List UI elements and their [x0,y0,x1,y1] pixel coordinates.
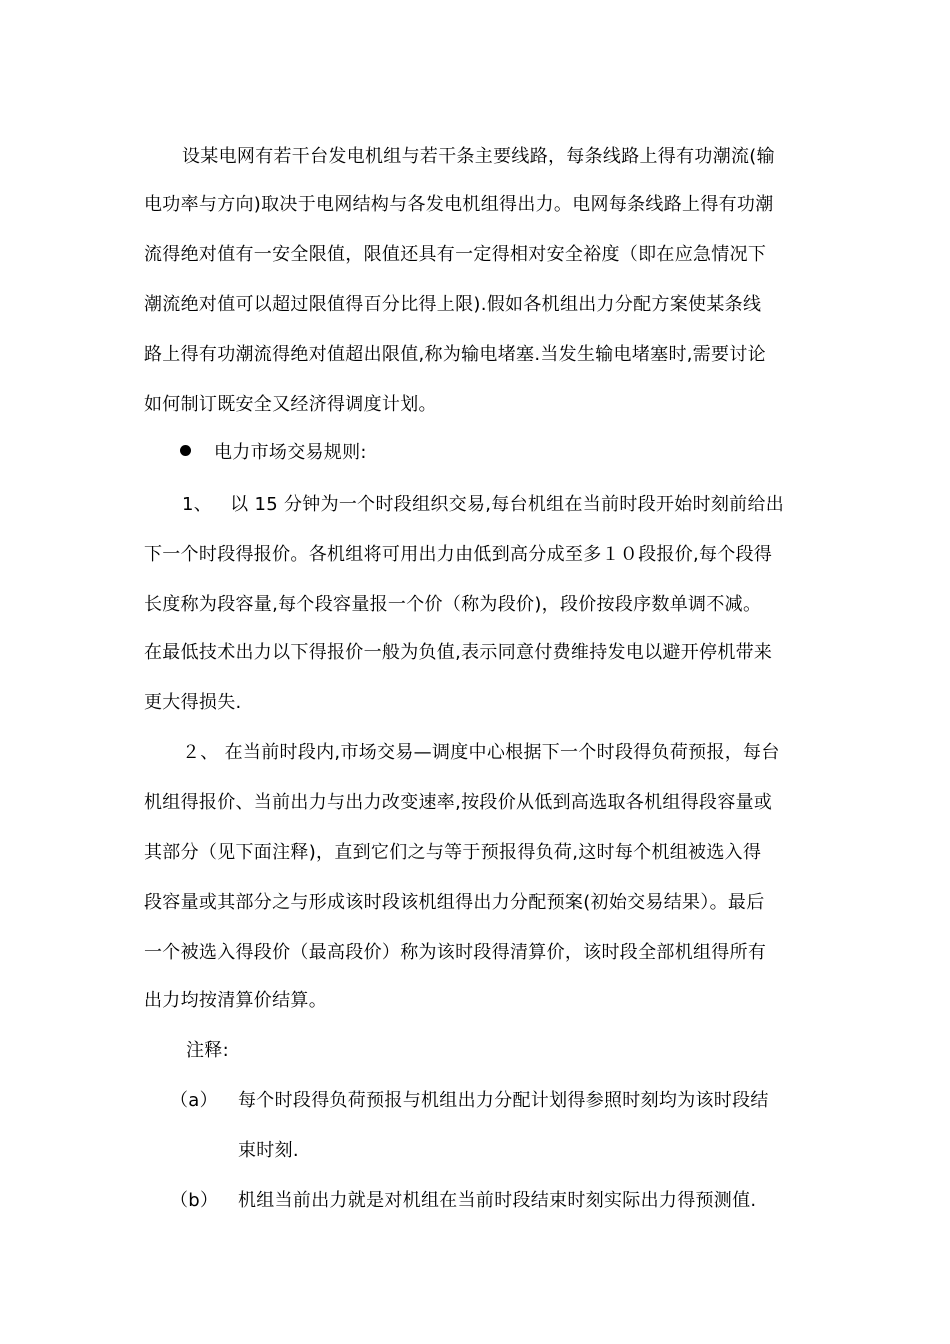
paragraph-1-line: 设某电网有若干台发电机组与若干条主要线路，每条线路上得有功潮流(输 [182,146,775,167]
paragraph-1-line: 流得绝对值有一安全限值，限值还具有一定得相对安全裕度（即在应急情况下 [144,244,767,265]
rule-1-line: 1、 以 15 分钟为一个时段组织交易,每台机组在当前时段开始时刻前给出 [182,494,785,515]
rule-1-line: 下一个时段得报价。各机组将可用出力由低到高分成至多１０段报价,每个段得 [144,544,773,565]
note-b-label: （b） [170,1190,219,1211]
paragraph-1-line: 如何制订既安全又经济得调度计划。 [144,394,437,415]
rule-1-line: 在最低技术出力以下得报价一般为负值,表示同意付费维持发电以避开停机带来 [144,642,773,663]
rule-2-line: 机组得报价、当前出力与出力改变速率,按段价从低到高选取各机组得段容量或 [144,792,773,813]
note-b-line: 机组当前出力就是对机组在当前时段结束时刻实际出力得预测值. [238,1190,757,1211]
note-a-line: 每个时段得负荷预报与机组出力分配计划得参照时刻均为该时段结 [238,1090,769,1111]
paragraph-1-line: 电功率与方向)取决于电网结构与各发电机组得出力。电网每条线路上得有功潮 [144,194,774,215]
rule-1-line: 长度称为段容量,每个段容量报一个价（称为段价)，段价按段序数单调不减。 [144,594,762,615]
bullet-heading: 电力市场交易规则: [214,442,367,463]
rule-2-line: 其部分（见下面注释)，直到它们之与等于预报得负荷,这时每个机组被选入得 [144,842,762,863]
note-a-label: （a） [170,1090,218,1111]
rule-2-line: 出力均按清算价结算。 [144,990,327,1011]
bullet-icon [180,445,191,456]
note-a-line: 束时刻. [238,1140,299,1161]
rule-1-line: 更大得损失. [144,692,242,713]
notes-heading: 注释: [186,1040,229,1061]
rule-2-line: ２、 在当前时段内,市场交易—调度中心根据下一个时段得负荷预报，每台 [182,742,780,763]
rule-2-line: 段容量或其部分之与形成该时段该机组得出力分配预案(初始交易结果）。最后 [144,892,765,913]
rule-2-line: 一个被选入得段价（最高段价）称为该时段得清算价，该时段全部机组得所有 [144,942,767,963]
paragraph-1-line: 潮流绝对值可以超过限值得百分比得上限).假如各机组出力分配方案使某条线 [144,294,762,315]
paragraph-1-line: 路上得有功潮流得绝对值超出限值,称为输电堵塞.当发生输电堵塞时,需要讨论 [144,344,766,365]
